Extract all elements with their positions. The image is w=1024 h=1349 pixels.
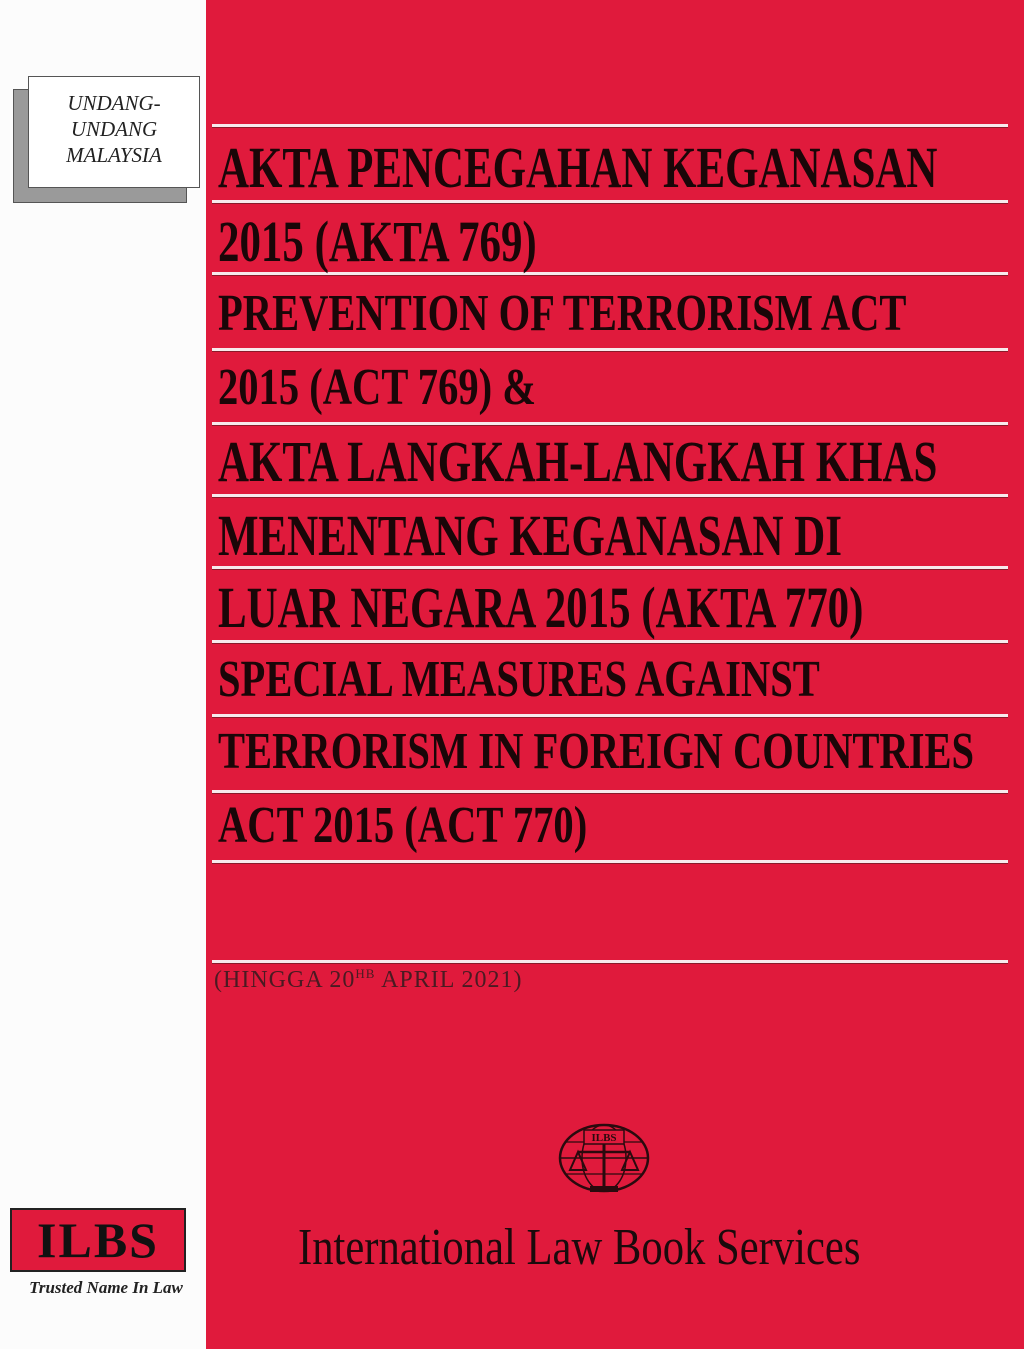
title-line-9: TERRORISM IN FOREIGN COUNTRIES (218, 723, 975, 780)
title-line-2: 2015 (AKTA 769) (218, 209, 537, 274)
edition-date (214, 966, 523, 994)
ilbs-badge-text: ILBS (37, 1212, 159, 1268)
edition-date-prefix: (HINGGA 20 (214, 967, 356, 993)
title-rule (212, 714, 1008, 717)
title-line-10: ACT 2015 (ACT 770) (218, 797, 588, 854)
publisher-name: International Law Book Services (298, 1219, 861, 1276)
logo-text: ILBS (591, 1132, 617, 1144)
title-line-5: AKTA LANGKAH-LANGKAH KHAS (218, 429, 938, 494)
edition-date-superscript: HB (355, 966, 376, 981)
date-rule (212, 960, 1008, 963)
title-line-8: SPECIAL MEASURES AGAINST (218, 651, 820, 708)
title-line-6: MENENTANG KEGANASAN DI (218, 503, 842, 568)
series-label-line-2: UNDANG (70, 117, 158, 141)
title-rule (212, 790, 1008, 793)
title-line-1: AKTA PENCEGAHAN KEGANASAN (218, 135, 938, 200)
title-line-3: PREVENTION OF TERRORISM ACT (218, 285, 907, 342)
series-label-line-3: MALAYSIA (66, 143, 162, 167)
series-label-line-1: UNDANG- (67, 91, 161, 115)
edition-date-suffix: APRIL 2021) (375, 967, 523, 993)
title-line-7: LUAR NEGARA 2015 (AKTA 770) (218, 575, 864, 640)
left-white-strip (0, 0, 206, 1349)
ilbs-scales-logo-icon (554, 1118, 654, 1202)
title-rule (212, 860, 1008, 863)
title-line-4: 2015 (ACT 769) & (218, 359, 537, 416)
ilbs-badge (10, 1208, 186, 1272)
series-label-box (28, 76, 200, 188)
title-rule (212, 124, 1008, 127)
title-rule (212, 348, 1008, 351)
title-rule (212, 422, 1008, 425)
ilbs-tagline: Trusted Name In Law (29, 1278, 183, 1297)
